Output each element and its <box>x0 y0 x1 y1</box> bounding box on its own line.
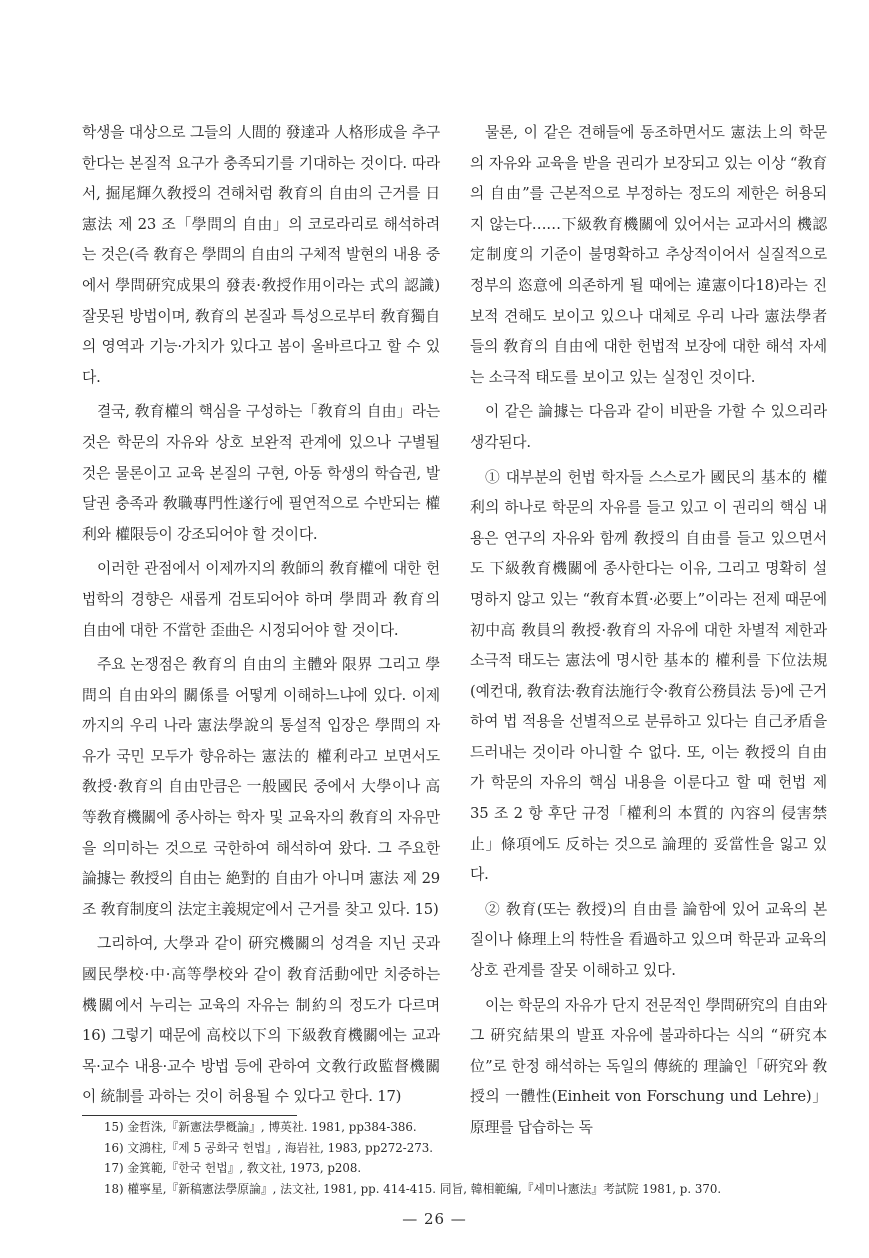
left-column <box>82 118 440 1117</box>
paragraph: 학생을 대상으로 그들의 人間的 發達과 人格形成을 추구한다는 본질적 요구가 충족되기를 기대하는 것이다. 따라서, 掘尾輝久敎授의 견해처럼 敎育의 自由의 근거를 日憲法 제 23 조「學問의 自由」의 코로라리로 해석하려는 것은(즉 敎育은 學問의 自由의 구체적 발현의 내용 중에서 學問硏究成果의 發表·敎授作用이라는 式의 認識) 잘못된 방법이며, 敎育의 본질과 특성으로부터 敎育獨自의 영역과 기능·가치가 있다고 봄이 올바르다고 할 수 있다. <box>82 124 440 386</box>
footnote: 18) 權寧星,『新稿憲法學原論』, 法文社, 1981, pp. 414-415. 同旨, 韓相範編,『세미나憲法』考試院 1981, p. 370. <box>104 1181 722 1196</box>
paragraph: ① 대부분의 헌법 학자들 스스로가 國民의 基本的 權利의 하나로 학문의 자유를 들고 있고 이 권리의 핵심 내용은 연구의 자유와 함께 敎授의 自由를 들고 있으면서도 下級敎育機關에 종사한다는 이유, 그리고 명확히 설명하지 않고 있는 “敎育本質·必要上”이라는 전제 때문에 初中高 敎員의 敎授·敎育의 자유에 대한 차별적 제한과 소극적 태도는 憲法에 명시한 基本的 權利를 下位法規(예컨대, 敎育法·敎育法施行令·敎育公務員法 등)에 근거하여 법 적용을 선별적으로 분류하고 있다는 自己矛盾을 드러내는 것이라 아니할 수 없다. 또, 이는 敎授의 自由가 학문의 자유의 핵심 내용을 이룬다고 할 때 헌법 제 35 조 2 항 후단 규정「權利의 本質的 內容의 侵害禁止」條項에도 反하는 것으로 論理的 妥當性을 잃고 있다. <box>470 468 827 884</box>
paragraph: 이는 학문의 자유가 단지 전문적인 學問硏究의 自由와 그 硏究結果의 발표 자유에 불과하다는 식의 “硏究本位”로 한정 해석하는 독일의 傳統的 理論인「硏究와 敎授의 一體性(Einheit von Forschung und Lehre)」原理를 답습하는 독 <box>470 996 827 1136</box>
paragraph: 그리하여, 大學과 같이 硏究機關의 성격을 지닌 곳과 國民學校·中·高等學校와 같이 敎育活動에만 치중하는 機關에서 누리는 교육의 자유는 制約의 정도가 다르며16) 그렇기 때문에 高校以下의 下級敎育機關에는 교과목·교수 내용·교수 방법 등에 관하여 文敎行政監督機關이 統制를 과하는 것이 허용될 수 있다고 한다. 17) <box>82 935 440 1106</box>
paragraph: 이 같은 論據는 다음과 같이 비판을 가할 수 있으리라 생각된다. <box>470 403 827 451</box>
footnote-divider <box>82 1115 297 1116</box>
page-number: — 26 — <box>402 1210 467 1228</box>
paragraph: 이러한 관점에서 이제까지의 敎師의 敎育權에 대한 헌법학의 경향은 새롭게 검토되어야 하며 學問과 敎育의 自由에 대한 不當한 歪曲은 시정되어야 할 것이다. <box>82 560 440 639</box>
footnote: 17) 金箕範,『한국 헌법』, 敎文社, 1973, p208. <box>104 1161 362 1176</box>
paragraph: 결국, 敎育權의 핵심을 구성하는「敎育의 自由」라는 것은 학문의 자유와 상호 보완적 관계에 있으나 구별될 것은 물론이고 교육 본질의 구현, 아동 학생의 학습권, 발달권 충족과 敎職專門性遂行에 필연적으로 수반되는 權利와 權限등이 강조되어야 할 것이다. <box>82 403 440 543</box>
footnotes <box>104 1117 834 1199</box>
right-column <box>470 118 827 1148</box>
footnote: 16) 文鴻柱,『제 5 공화국 헌법』, 海岩社, 1983, pp272-273. <box>104 1140 434 1155</box>
paragraph: ② 敎育(또는 敎授)의 自由를 論함에 있어 교육의 본질이나 條理上의 特性을 看過하고 있으며 학문과 교육의 상호 관계를 잘못 이해하고 있다. <box>470 900 827 980</box>
footnote: 15) 金哲洙,『新憲法學槪論』, 博英社. 1981, pp384-386. <box>104 1120 417 1134</box>
paragraph: 물론, 이 같은 견해들에 동조하면서도 憲法上의 학문의 자유와 교육을 받을 권리가 보장되고 있는 이상 “敎育의 自由”를 근본적으로 부정하는 정도의 제한은 허용되지 않는다……下級敎育機關에 있어서는 교과서의 機認定制度의 기준이 불명확하고 추상적이어서 실질적으로 정부의 恣意에 의존하게 될 때에는 違憲이다18)라는 진보적 견해도 보이고 있으나 대체로 우리 나라 憲法學者들의 敎育의 自由에 대한 헌법적 보장에 대한 해석 자세는 소극적 태도를 보이고 있는 실정인 것이다. <box>470 124 827 386</box>
paragraph: 주요 논쟁점은 敎育의 自由의 主體와 限界 그리고 學問의 自由와의 關係를 어떻게 이해하느냐에 있다. 이제까지의 우리 나라 憲法學說의 통설적 입장은 學問의 자유가 국민 모두가 향유하는 憲法的 權利라고 보면서도 敎授·敎育의 自由만큼은 一般國民 중에서 大學이나 高等敎育機關에 종사하는 학자 및 교육자의 敎育의 자유만을 의미하는 것으로 국한하여 해석하여 왔다. 그 주요한 論據는 敎授의 自由는 絶對的 自由가 아니며 憲法 제 29 조 敎育制度의 法定主義規定에서 근거를 찾고 있다. 15) <box>82 656 440 918</box>
